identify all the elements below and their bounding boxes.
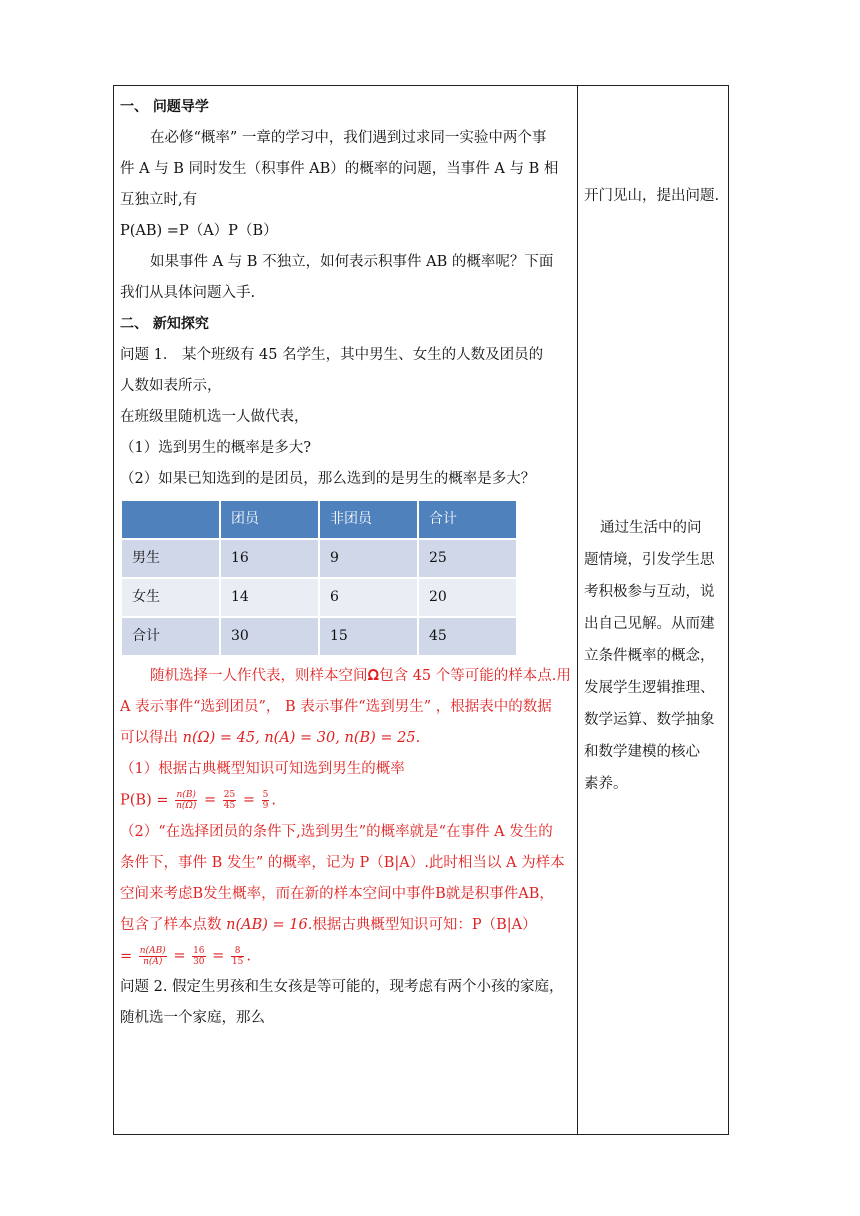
- table-cell: 30: [221, 618, 318, 655]
- equals-sign: =: [173, 947, 186, 964]
- fraction: [175, 790, 197, 811]
- solution-text: 可以得出: [120, 730, 183, 746]
- period: .: [271, 792, 276, 809]
- intro-line-5: 我们从具体问题入手.: [120, 285, 256, 301]
- fraction-numerator: 5: [262, 790, 269, 800]
- pba-prefix: =: [120, 948, 137, 964]
- solution-line-8: 空间来考虑B发生概率，而在新的样本空间中事件B就是积事件AB，: [120, 885, 554, 902]
- fraction-denominator: 30: [193, 956, 205, 967]
- side-note-2-line: 立条件概率的概念，: [584, 648, 715, 664]
- fraction-numerator: 𝑛(𝐴𝐵): [139, 945, 166, 956]
- q1-line-2: 人数如表所示，: [120, 378, 222, 394]
- side-note-1: 开门见山，提出问题.: [584, 188, 720, 204]
- fraction-denominator: 9: [262, 801, 269, 811]
- equals-sign: =: [203, 792, 217, 808]
- side-note-2-line: 考积极参与互动，说: [584, 584, 715, 600]
- table-header-row: [122, 501, 516, 538]
- fraction: [262, 790, 270, 811]
- solution-line-2: A 表示事件“选到团员”， B 表示事件“选到男生” ，根据表中的数据: [120, 699, 552, 715]
- table-header-cell: 合计: [419, 501, 516, 538]
- table-cell: 合计: [122, 618, 219, 655]
- table-cell: 9: [320, 540, 417, 577]
- solution-line-3: [120, 723, 570, 754]
- equals-sign: =: [212, 947, 225, 964]
- sample-counts-expr: 𝑛(Ω) = 45, 𝑛(𝐴) = 30, 𝑛(𝐵) = 25.: [182, 730, 421, 746]
- side-note-2-line: 数学运算、数学抽象: [584, 712, 715, 728]
- q1-line-4: （1）选到男生的概率是多大?: [120, 440, 311, 456]
- table-cell: 男生: [122, 540, 219, 577]
- q1-line-5: （2）如果已知选到的是团员，那么选到的是男生的概率是多大？: [120, 471, 536, 487]
- fraction: [139, 946, 167, 967]
- table-cell: 25: [419, 540, 516, 577]
- table-row: [122, 618, 516, 655]
- solution-line-9: [120, 910, 570, 941]
- table-cell: 女生: [122, 579, 219, 616]
- fraction-denominator: 15: [231, 956, 244, 967]
- fraction-numerator: 25: [223, 790, 236, 800]
- pb-formula: [120, 785, 570, 817]
- intro-line-3: 互独立时,有: [120, 192, 198, 208]
- table-header-cell: [122, 501, 219, 538]
- period: .: [246, 948, 251, 964]
- intro-line-1: 在必修“概率” 一章的学习中，我们遇到过求同一实验中两个事: [150, 130, 547, 146]
- table-row: [122, 579, 516, 616]
- intro-line-2: 件 A 与 B 同时发生（积事件 AB）的概率的问题，当事件 A 与 B 相: [120, 161, 559, 177]
- q2-line-1: 问题 2. 假定生男孩和生女孩是等可能的，现考虑有两个小孩的家庭，: [120, 979, 564, 995]
- side-note-2-line: 和数学建模的核心: [584, 744, 700, 760]
- fraction-numerator: 𝑛(𝐵): [176, 790, 196, 800]
- table-header-cell: 非团员: [320, 501, 417, 538]
- section-2-title: 二、 新知探究: [120, 316, 209, 332]
- solution-line-7: 条件下，事件 B 发生” 的概率，记为 P（B|A）.此时相当以 A 为样本: [120, 854, 565, 871]
- side-spacer: [584, 212, 724, 512]
- table-cell: 14: [221, 579, 318, 616]
- solution-line-6: （2）“在选择团员的条件下,选到男生”的概率就是“在事件 A 发生的: [120, 823, 553, 840]
- side-note-2-line: 通过生活中的问: [600, 520, 702, 536]
- fraction: [192, 946, 205, 967]
- q2-line-2: 随机选一个家庭，那么: [120, 1010, 265, 1026]
- q1-line-1: 问题 1． 某个班级有 45 名学生，其中男生、女生的人数及团员的: [120, 347, 544, 363]
- table-cell: 16: [221, 540, 318, 577]
- side-note-2-line: 发展学生逻辑推理、: [584, 680, 715, 696]
- fraction-denominator: 𝑛(𝐴): [143, 956, 163, 967]
- q1-line-3: 在班级里随机选一人做代表，: [120, 409, 309, 425]
- section-1-title: 一、 问题导学: [120, 99, 209, 115]
- pb-prefix: P(B) =: [120, 792, 174, 809]
- table-cell: 6: [320, 579, 417, 616]
- table-cell: 20: [419, 579, 516, 616]
- independence-formula: P(AB) =P（A）P（B）: [120, 223, 278, 239]
- main-column: [120, 92, 570, 1034]
- table-cell: 15: [320, 618, 417, 655]
- solution-line-4: （1）根据古典概型知识可知选到男生的概率: [120, 761, 405, 777]
- fraction: [223, 790, 236, 811]
- nab-expr: 𝑛(𝐴𝐵) = 16.: [226, 916, 313, 933]
- solution-line-1: 随机选择一人作代表，则样本空间𝛀包含 45 个等可能的样本点.用: [150, 668, 571, 684]
- fraction: [231, 946, 244, 967]
- table-cell: 45: [419, 618, 516, 655]
- fraction-denominator: 𝑛(Ω): [176, 801, 197, 811]
- column-divider: [577, 85, 578, 1135]
- equals-sign: =: [242, 792, 255, 808]
- fraction-numerator: 8: [231, 946, 244, 957]
- solution-text: 包含了样本点数: [120, 916, 227, 933]
- student-table: [120, 499, 518, 657]
- fraction-denominator: 45: [223, 801, 236, 811]
- solution-text: 根据古典概型知识可知：P（B|A）: [312, 916, 537, 933]
- side-column: [584, 180, 724, 800]
- intro-line-4: 如果事件 A 与 B 不独立，如何表示积事件 AB 的概率呢？下面: [150, 254, 554, 270]
- side-note-2-line: 出自己见解。从而建: [584, 616, 715, 632]
- pba-formula: [120, 941, 570, 973]
- table-header-cell: 团员: [221, 501, 318, 538]
- side-note-2-line: 素养。: [584, 776, 628, 792]
- table-row: [122, 540, 516, 577]
- side-note-2-line: 题情境，引发学生思: [584, 552, 715, 568]
- fraction-numerator: 16: [193, 945, 205, 956]
